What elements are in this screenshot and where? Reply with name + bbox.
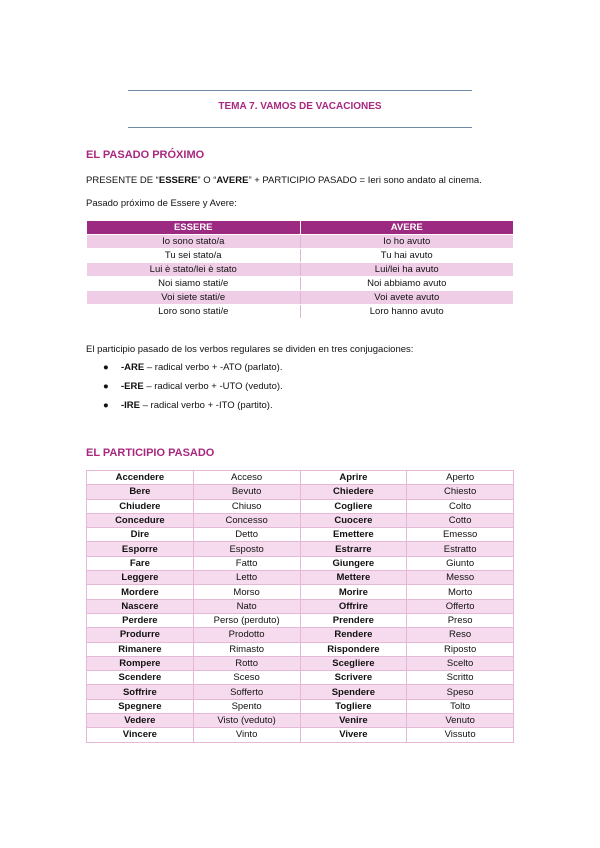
table-row — [87, 671, 514, 685]
table-row — [87, 528, 514, 542]
infinitive-cell: Scegliere — [300, 656, 407, 670]
infinitive-cell: Chiedere — [300, 485, 407, 499]
infinitive-cell: Nascere — [87, 599, 194, 613]
table-row — [87, 656, 514, 670]
participle-cell: Nato — [193, 599, 300, 613]
formula-essere: ESSERE — [158, 175, 198, 186]
participle-cell: Rotto — [193, 656, 300, 670]
formula-post: ” + PARTICIPIO PASADO = Ieri sono andato al cinema. — [248, 175, 482, 186]
participle-cell: Giunto — [407, 556, 514, 570]
participle-cell: Vissuto — [407, 728, 514, 742]
essere-cell: Tu sei stato/a — [87, 249, 301, 263]
infinitive-cell: Offrire — [300, 599, 407, 613]
bullet-icon: ● — [103, 362, 109, 373]
participle-cell: Aperto — [407, 471, 514, 485]
infinitive-cell: Mettere — [300, 571, 407, 585]
formula-avere: AVERE — [216, 175, 249, 186]
participle-cell: Perso (perduto) — [193, 613, 300, 627]
table-row — [87, 542, 514, 556]
participle-cell: Cotto — [407, 513, 514, 527]
formula-mid: ” O “ — [197, 175, 217, 186]
infinitive-cell: Rimanere — [87, 642, 194, 656]
infinitive-cell: Giungere — [300, 556, 407, 570]
infinitive-cell: Togliere — [300, 699, 407, 713]
infinitive-cell: Perdere — [87, 613, 194, 627]
list-item-text: – radical verbo + -ITO (partito). — [140, 400, 273, 411]
formula-text — [86, 175, 482, 186]
participle-cell: Emesso — [407, 528, 514, 542]
avere-cell: Lui/lei ha avuto — [300, 263, 514, 277]
title-rule — [128, 127, 472, 128]
table-row — [87, 485, 514, 499]
essere-cell: Noi siamo stati/e — [87, 277, 301, 291]
table-row — [87, 642, 514, 656]
list-item-ending: -IRE — [121, 400, 140, 411]
table-row — [87, 699, 514, 713]
participle-cell: Morso — [193, 585, 300, 599]
table-row — [87, 235, 514, 249]
infinitive-cell: Chiudere — [87, 499, 194, 513]
formula-pre: PRESENTE DE “ — [86, 175, 159, 186]
essere-cell: Lui è stato/lei è stato — [87, 263, 301, 277]
infinitive-cell: Vedere — [87, 714, 194, 728]
infinitive-cell: Prendere — [300, 613, 407, 627]
list-item-text: – radical verbo + -ATO (parlato). — [144, 362, 283, 373]
participle-cell: Speso — [407, 685, 514, 699]
list-item — [86, 381, 283, 400]
participle-cell: Scritto — [407, 671, 514, 685]
participle-cell: Chiuso — [193, 499, 300, 513]
participle-cell: Spento — [193, 699, 300, 713]
list-item — [86, 362, 283, 381]
avere-cell: Loro hanno avuto — [300, 305, 514, 319]
bullet-icon: ● — [103, 381, 109, 392]
table-row — [87, 613, 514, 627]
participle-cell: Visto (veduto) — [193, 714, 300, 728]
infinitive-cell: Venire — [300, 714, 407, 728]
infinitive-cell: Rompere — [87, 656, 194, 670]
table-row — [87, 585, 514, 599]
participle-cell: Concesso — [193, 513, 300, 527]
infinitive-cell: Vivere — [300, 728, 407, 742]
infinitive-cell: Spegnere — [87, 699, 194, 713]
table-row — [87, 685, 514, 699]
table-subtitle: Pasado próximo de Essere y Avere: — [86, 198, 237, 209]
list-item — [86, 400, 283, 419]
infinitive-cell: Vincere — [87, 728, 194, 742]
infinitive-cell: Cogliere — [300, 499, 407, 513]
infinitive-cell: Esporre — [87, 542, 194, 556]
infinitive-cell: Accendere — [87, 471, 194, 485]
infinitive-cell: Concedure — [87, 513, 194, 527]
table-row — [87, 599, 514, 613]
infinitive-cell: Mordere — [87, 585, 194, 599]
participle-cell: Letto — [193, 571, 300, 585]
top-rule — [128, 90, 472, 91]
participle-cell: Scelto — [407, 656, 514, 670]
table-row — [87, 249, 514, 263]
table-row — [87, 714, 514, 728]
table-row — [87, 571, 514, 585]
participle-cell: Rimasto — [193, 642, 300, 656]
infinitive-cell: Estrarre — [300, 542, 407, 556]
table-row — [87, 263, 514, 277]
participle-cell: Venuto — [407, 714, 514, 728]
list-item-ending: -ARE — [121, 362, 145, 373]
infinitive-cell: Aprire — [300, 471, 407, 485]
essere-cell: Loro sono stati/e — [87, 305, 301, 319]
infinitive-cell: Leggere — [87, 571, 194, 585]
section-heading-participio-pasado: EL PARTICIPIO PASADO — [86, 447, 215, 459]
infinitive-cell: Produrre — [87, 628, 194, 642]
infinitive-cell: Spendere — [300, 685, 407, 699]
participle-cell: Offerto — [407, 599, 514, 613]
participle-cell: Sofferto — [193, 685, 300, 699]
avere-cell: Noi abbiamo avuto — [300, 277, 514, 291]
bullet-icon: ● — [103, 400, 109, 411]
column-header-essere: ESSERE — [87, 221, 301, 235]
participle-cell: Colto — [407, 499, 514, 513]
participle-cell: Preso — [407, 613, 514, 627]
essere-cell: Io sono stato/a — [87, 235, 301, 249]
conjugation-table — [86, 220, 514, 319]
infinitive-cell: Fare — [87, 556, 194, 570]
participle-cell: Tolto — [407, 699, 514, 713]
table-row — [87, 277, 514, 291]
column-header-avere: AVERE — [300, 221, 514, 235]
participle-cell: Bevuto — [193, 485, 300, 499]
participle-cell: Chiesto — [407, 485, 514, 499]
conjugation-note: El participio pasado de los verbos regulares se dividen en tres conjugaciones: — [86, 344, 414, 355]
participle-cell: Messo — [407, 571, 514, 585]
infinitive-cell: Morire — [300, 585, 407, 599]
participle-cell: Prodotto — [193, 628, 300, 642]
infinitive-cell: Dire — [87, 528, 194, 542]
table-row — [87, 513, 514, 527]
section-heading-pasado-proximo: EL PASADO PRÓXIMO — [86, 149, 205, 161]
infinitive-cell: Rendere — [300, 628, 407, 642]
participle-cell: Fatto — [193, 556, 300, 570]
table-row — [87, 628, 514, 642]
avere-cell: Io ho avuto — [300, 235, 514, 249]
list-item-text: – radical verbo + -UTO (veduto). — [143, 381, 283, 392]
participle-cell: Acceso — [193, 471, 300, 485]
table-row — [87, 471, 514, 485]
infinitive-cell: Scendere — [87, 671, 194, 685]
avere-cell: Voi avete avuto — [300, 291, 514, 305]
table-row — [87, 499, 514, 513]
essere-cell: Voi siete stati/e — [87, 291, 301, 305]
table-row — [87, 305, 514, 319]
page-title: TEMA 7. VAMOS DE VACACIONES — [218, 101, 382, 112]
conjugation-list — [86, 362, 283, 419]
participle-cell: Vinto — [193, 728, 300, 742]
infinitive-cell: Rispondere — [300, 642, 407, 656]
avere-cell: Tu hai avuto — [300, 249, 514, 263]
table-row — [87, 291, 514, 305]
infinitive-cell: Bere — [87, 485, 194, 499]
infinitive-cell: Soffrire — [87, 685, 194, 699]
infinitive-cell: Emettere — [300, 528, 407, 542]
table-row — [87, 556, 514, 570]
participle-table — [86, 470, 514, 743]
participle-cell: Estratto — [407, 542, 514, 556]
table-row — [87, 728, 514, 742]
infinitive-cell: Scrivere — [300, 671, 407, 685]
participle-cell: Morto — [407, 585, 514, 599]
list-item-ending: -ERE — [121, 381, 144, 392]
infinitive-cell: Cuocere — [300, 513, 407, 527]
participle-cell: Sceso — [193, 671, 300, 685]
participle-cell: Esposto — [193, 542, 300, 556]
participle-cell: Detto — [193, 528, 300, 542]
participle-cell: Reso — [407, 628, 514, 642]
participle-cell: Riposto — [407, 642, 514, 656]
